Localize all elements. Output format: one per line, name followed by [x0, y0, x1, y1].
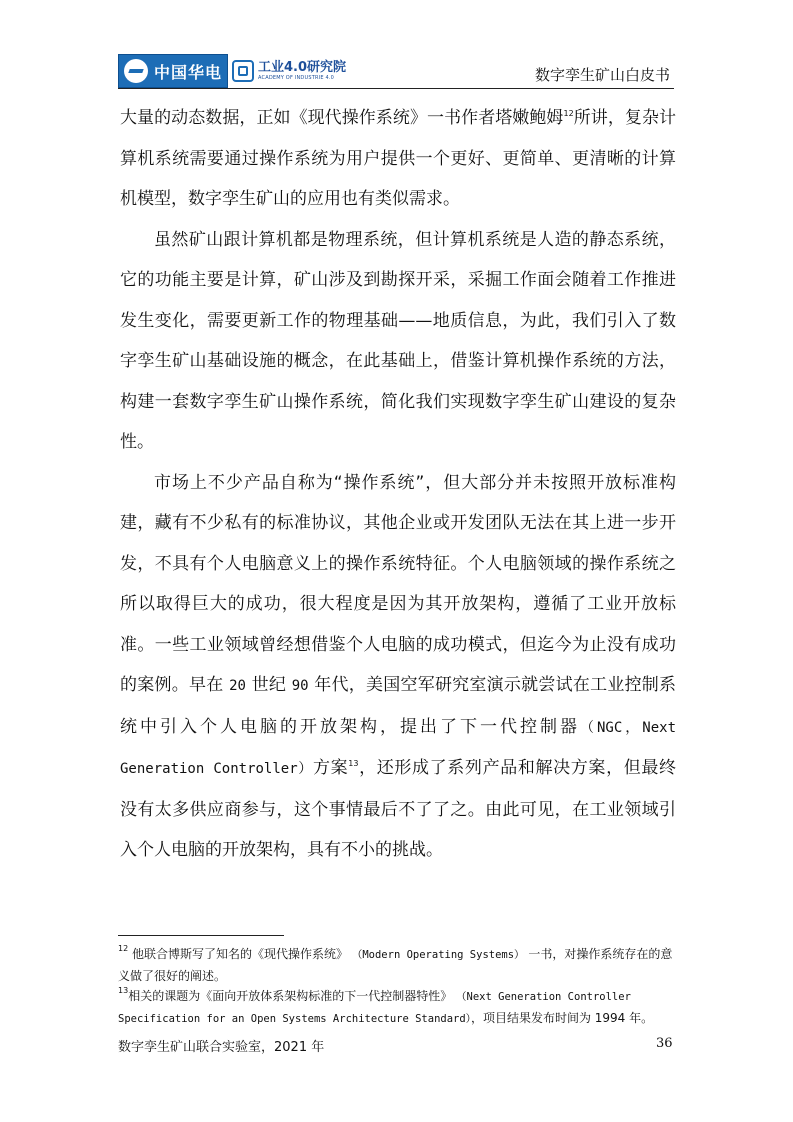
footnote-12-text-a: 他联合博斯写了知名的《现代操作系统》 [128, 947, 349, 961]
paragraph-3-ngc-term: （NGC，Next Generation Controller） [120, 719, 676, 777]
paragraph-3-text-b: 世纪 [251, 675, 287, 695]
footnote-ref-12: 12 [563, 109, 574, 118]
paragraph-3-text-a: 市场上不少产品自称为“操作系统”，但大部分并未按照开放标准构建，藏有不少私有的标准协议，其他企业或开发团队无法在其上进一步开发，不具有个人电脑意义上的操作系统特征。个人电脑领域的操作系统之所以取得巨大的成功，很大程度是因为其开放架构，遵循了工业开放标准。一些工业领域曾经想借鉴个人电脑的成功模式，但迄今为止没有成功的案例。早在 [120, 472, 676, 695]
footnote-12 [118, 944, 676, 986]
academy-emblem-icon [232, 60, 254, 82]
paragraph-3-number-2: 90 [291, 678, 309, 694]
paragraph-3-number-1: 20 [229, 678, 246, 694]
paragraph-3-text-e: ，还形成了系列产品和解决方案，但最终没有太多供应商参与，这个事情最后不了了之。由此可见，在工业领域引入个人电脑的开放架构，具有不小的挑战。 [120, 758, 677, 860]
huadian-emblem-icon [124, 59, 148, 83]
academy-logo-subtext: ACADEMY OF INDUSTRIE 4.0 [258, 75, 335, 81]
footnote-12-text-b: 一书，对操作系统存在的意义做了很好的阐述。 [118, 947, 673, 983]
footnote-13-mark: 13 [118, 986, 129, 995]
paragraph-1 [120, 98, 676, 220]
page-header [118, 52, 674, 90]
footnote-12-english-title: （Modern Operating Systems） [351, 949, 525, 961]
huadian-logo [118, 54, 228, 88]
huadian-logo-text: 中国华电 [154, 62, 223, 82]
footnote-divider [118, 935, 284, 936]
body-text [120, 98, 676, 871]
academy-logo-text: 工业4.0研究院 [258, 60, 347, 75]
paragraph-3-text-d: 方案 [312, 758, 349, 778]
footer-credit: 数字孪生矿山联合实验室，2021 年 [118, 1040, 325, 1055]
document-title: 数字孪生矿山白皮书 [534, 66, 670, 84]
footnote-13-text-b: ，项目结果发布时间为 1994 年。 [470, 1010, 654, 1025]
footnote-12-mark: 12 [118, 944, 129, 953]
academy-logo [232, 56, 346, 86]
footnote-ref-13: 13 [348, 759, 359, 768]
page-number: 36 [656, 1036, 673, 1051]
footnote-13-text-a: 相关的课题为《面向开放体系架构标准的下一代控制器特性》 [128, 989, 453, 1003]
header-divider [118, 88, 674, 89]
footnotes [118, 944, 676, 1029]
footnote-13-english-title: （Next Generation Controller Specification for an Open Systems Architecture Standard） [118, 991, 631, 1025]
paragraph-2: 虽然矿山跟计算机都是物理系统，但计算机系统是人造的静态系统，它的功能主要是计算，矿山涉及到勘探开采，采掘工作面会随着工作推进发生变化，需要更新工作的物理基础——地质信息，为此，我们引入了数字孪生矿山基础设施的概念，在此基础上，借鉴计算机操作系统的方法，构建一套数字孪生矿山操作系统，简化我们实现数字孪生矿山建设的复杂性。 [120, 229, 676, 452]
paragraph-1-text-b: 所讲，复杂计算机系统需要通过操作系统为用户提供一个更好、更简单、更清晰的计算机模型，数字孪生矿山的应用也有类似需求。 [120, 108, 677, 209]
paragraph-1-text-a: 大量的动态数据，正如《现代操作系统》一书作者塔嫩鲍姆 [120, 108, 564, 128]
footnote-13 [118, 986, 676, 1029]
paragraph-3-text-c: 年代，美国空军研究室演示就尝试在工业控制系统中引入个人电脑的开放架构，提出了下一代控制器 [120, 675, 677, 737]
paragraph-3 [120, 463, 676, 871]
